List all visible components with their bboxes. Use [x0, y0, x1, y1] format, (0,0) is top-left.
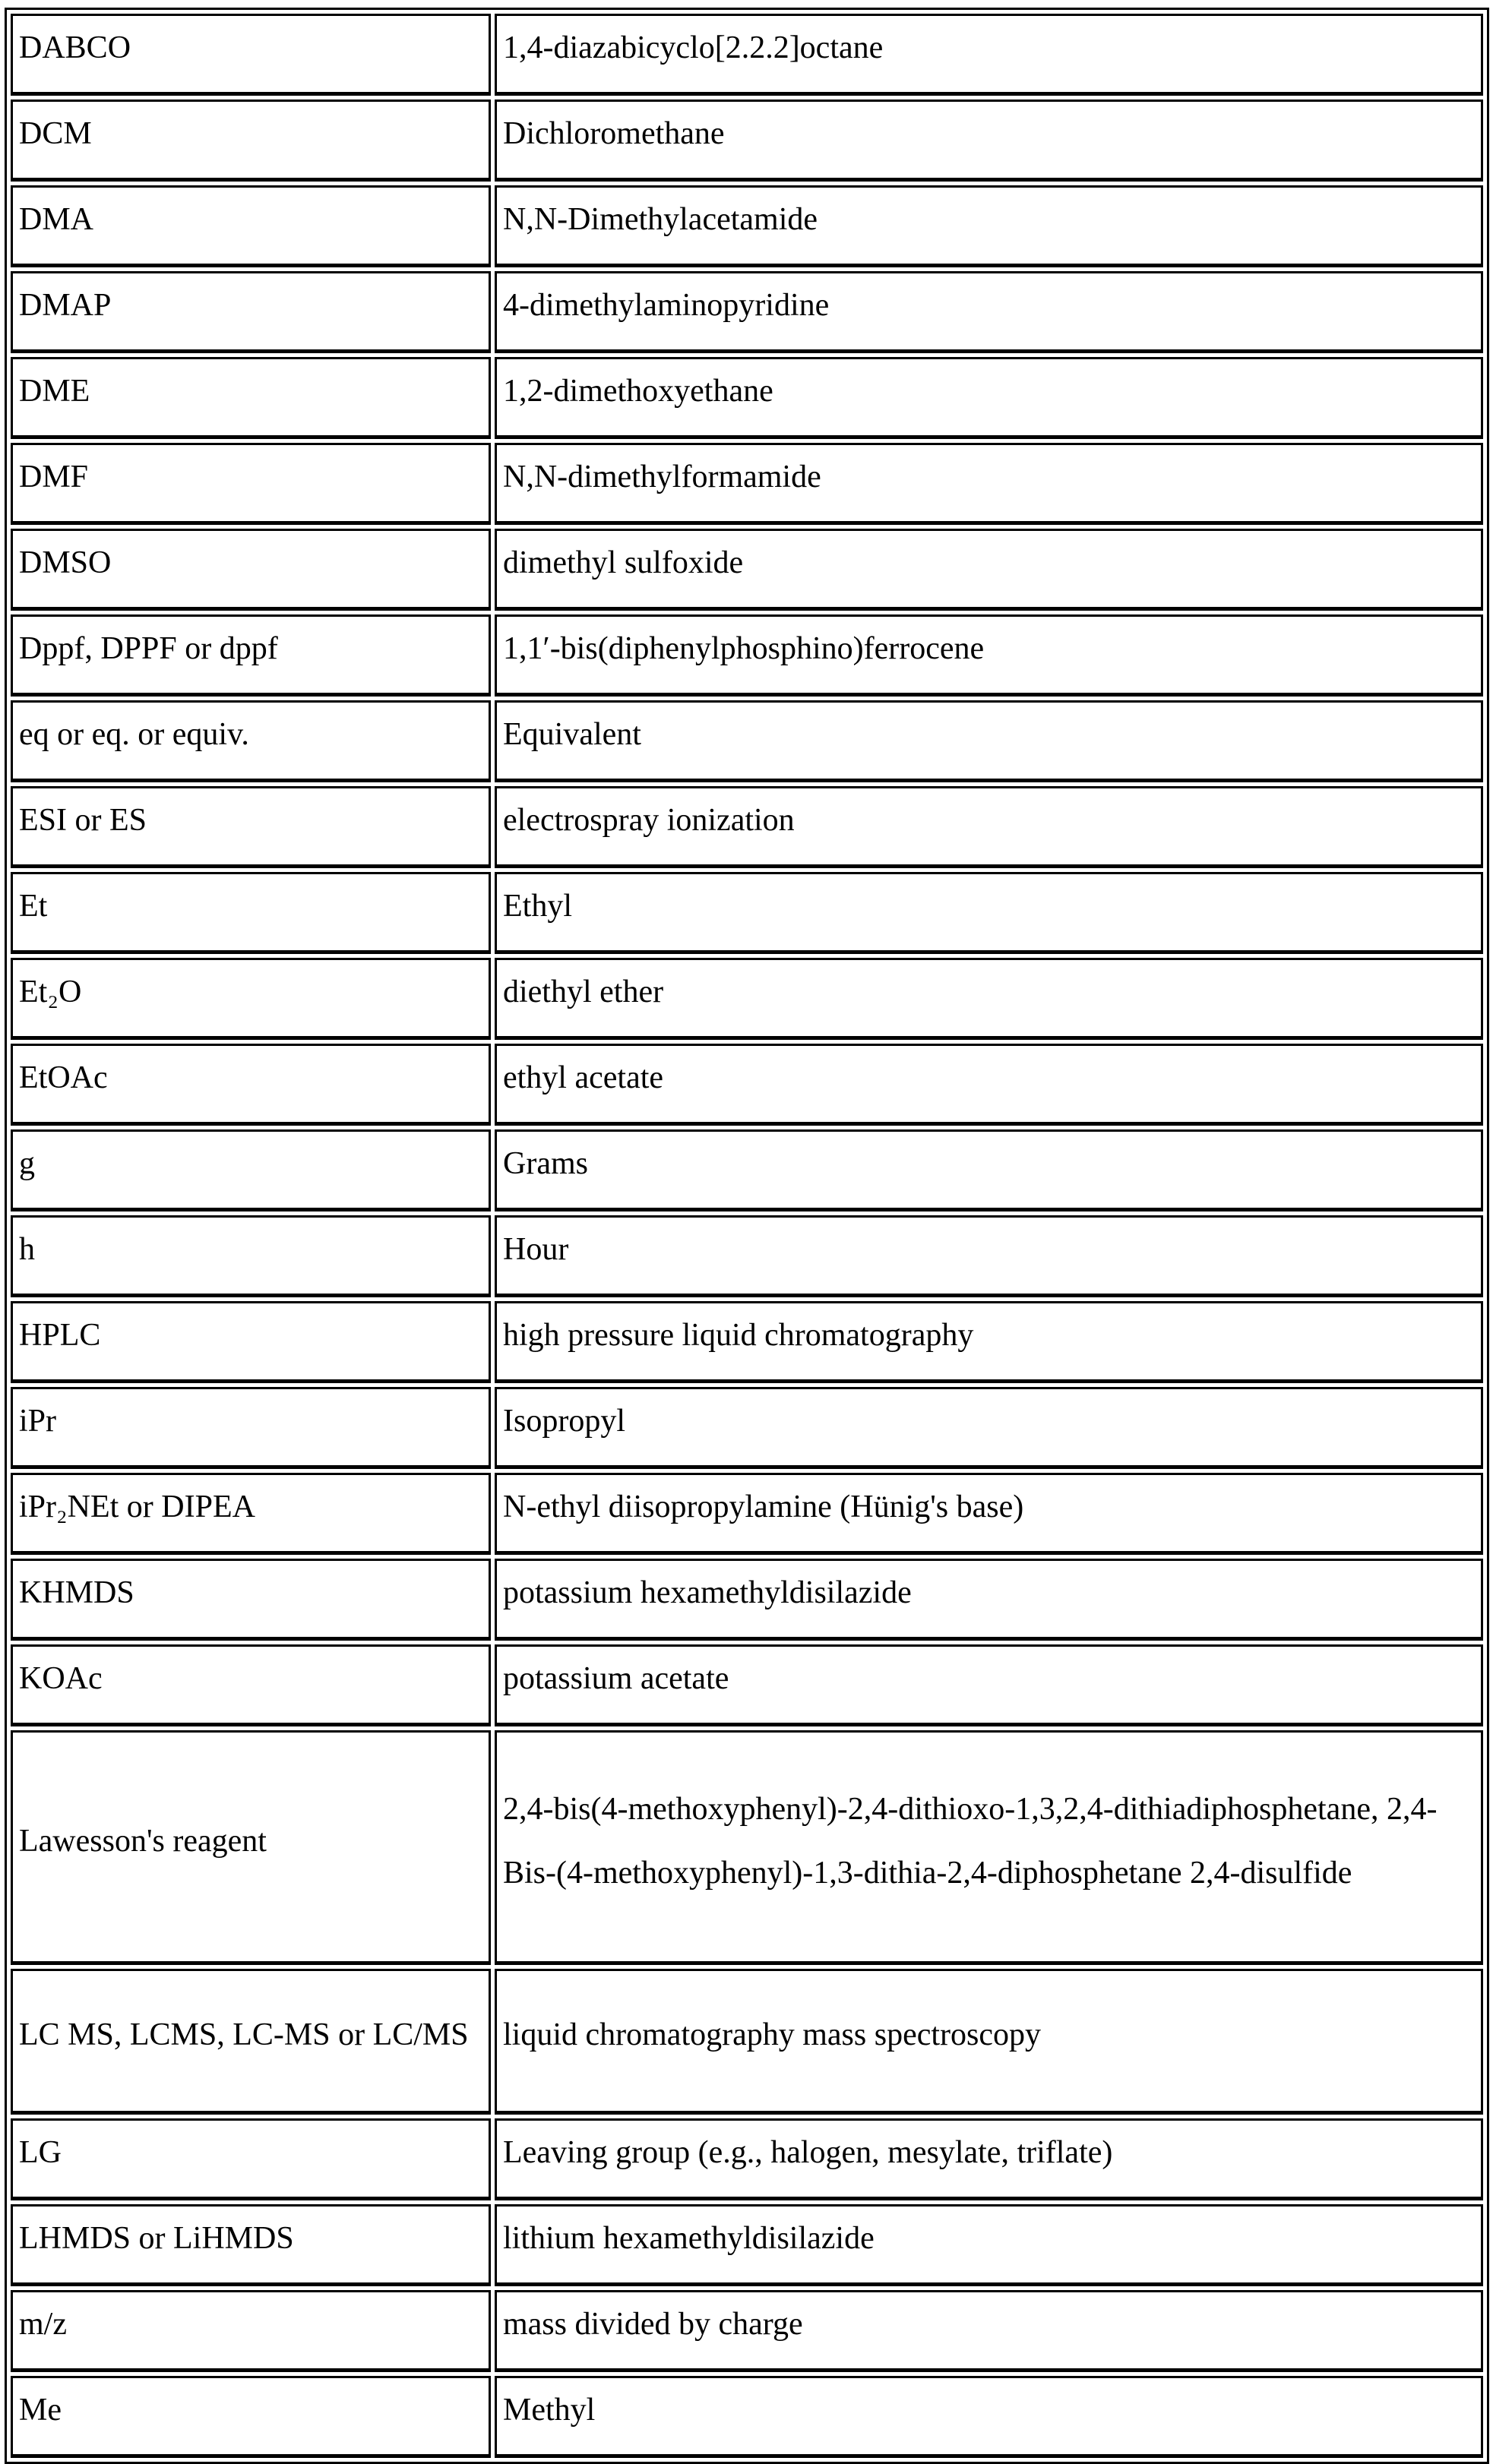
abbreviation-cell: ESI or ES [11, 786, 491, 868]
table-row [11, 2290, 1483, 2372]
table-row [11, 2376, 1483, 2458]
table-row [11, 1129, 1483, 1211]
abbreviation-cell: DMF [11, 443, 491, 525]
table-row [11, 185, 1483, 267]
abbreviation-cell: Dppf, DPPF or dppf [11, 614, 491, 697]
abbreviation-cell: DMSO [11, 529, 491, 611]
table-row [11, 1387, 1483, 1469]
table-row [11, 2118, 1483, 2200]
definition-cell: high pressure liquid chromatography [495, 1301, 1483, 1383]
table-row [11, 1473, 1483, 1555]
table-row [11, 958, 1483, 1040]
definition-cell: N-ethyl diisopropylamine (Hünig's base) [495, 1473, 1483, 1555]
table-row [11, 1301, 1483, 1383]
abbreviation-cell: KOAc [11, 1644, 491, 1726]
abbreviation-cell: KHMDS [11, 1559, 491, 1641]
definition-cell: mass divided by charge [495, 2290, 1483, 2372]
abbreviation-cell: h [11, 1215, 491, 1297]
definition-cell: Leaving group (e.g., halogen, mesylate, triflate) [495, 2118, 1483, 2200]
abbreviation-cell: Me [11, 2376, 491, 2458]
definition-cell: Equivalent [495, 700, 1483, 782]
definition-cell: N,N-Dimethylacetamide [495, 185, 1483, 267]
abbreviation-cell: EtOAc [11, 1044, 491, 1126]
abbreviation-cell: DME [11, 357, 491, 439]
table-row [11, 2204, 1483, 2286]
table-row [11, 786, 1483, 868]
abbreviation-cell: m/z [11, 2290, 491, 2372]
definition-cell: diethyl ether [495, 958, 1483, 1040]
definition-cell: liquid chromatography mass spectroscopy [495, 1969, 1483, 2115]
table-row [11, 100, 1483, 182]
definition-cell: Grams [495, 1129, 1483, 1211]
table-row [11, 271, 1483, 353]
abbreviation-cell: Lawesson's reagent [11, 1730, 491, 1965]
definition-cell: Hour [495, 1215, 1483, 1297]
definition-cell: 2,4-bis(4-methoxyphenyl)-2,4-dithioxo-1,3,2,4-dithiadiphosphetane, 2,4-Bis-(4-methoxyphenyl)-1,3-dithia-2,4-diphosphetane 2,4-disulfide [495, 1730, 1483, 1965]
table-row [11, 529, 1483, 611]
abbreviations-table-body [11, 14, 1483, 2458]
definition-cell: potassium acetate [495, 1644, 1483, 1726]
table-row [11, 1215, 1483, 1297]
abbreviation-cell: DMA [11, 185, 491, 267]
definition-cell: ethyl acetate [495, 1044, 1483, 1126]
abbreviation-cell: eq or eq. or equiv. [11, 700, 491, 782]
table-row [11, 614, 1483, 697]
definition-cell: 1,1′-bis(diphenylphosphino)ferrocene [495, 614, 1483, 697]
definition-cell: N,N-dimethylformamide [495, 443, 1483, 525]
abbreviation-cell: Et₂O [11, 958, 491, 1040]
definition-cell: electrospray ionization [495, 786, 1483, 868]
abbreviation-cell: Et [11, 872, 491, 954]
table-row [11, 1044, 1483, 1126]
table-row [11, 1644, 1483, 1726]
definition-cell: 1,2-dimethoxyethane [495, 357, 1483, 439]
definition-cell: Ethyl [495, 872, 1483, 954]
table-row [11, 14, 1483, 96]
table-row [11, 1969, 1483, 2115]
abbreviation-cell: iPr₂NEt or DIPEA [11, 1473, 491, 1555]
definition-cell: Dichloromethane [495, 100, 1483, 182]
abbreviation-cell: LHMDS or LiHMDS [11, 2204, 491, 2286]
definition-cell: dimethyl sulfoxide [495, 529, 1483, 611]
abbreviation-cell: DCM [11, 100, 491, 182]
abbreviation-cell: DMAP [11, 271, 491, 353]
table-row [11, 1730, 1483, 1965]
definition-cell: 1,4-diazabicyclo[2.2.2]octane [495, 14, 1483, 96]
definition-cell: Isopropyl [495, 1387, 1483, 1469]
abbreviations-table [5, 8, 1489, 2464]
abbreviation-cell: DABCO [11, 14, 491, 96]
table-row [11, 872, 1483, 954]
abbreviation-cell: LG [11, 2118, 491, 2200]
definition-cell: Methyl [495, 2376, 1483, 2458]
definition-cell: lithium hexamethyldisilazide [495, 2204, 1483, 2286]
abbreviation-cell: iPr [11, 1387, 491, 1469]
table-row [11, 443, 1483, 525]
definition-cell: potassium hexamethyldisilazide [495, 1559, 1483, 1641]
abbreviation-cell: g [11, 1129, 491, 1211]
table-row [11, 357, 1483, 439]
definition-cell: 4-dimethylaminopyridine [495, 271, 1483, 353]
abbreviation-cell: HPLC [11, 1301, 491, 1383]
table-row [11, 700, 1483, 782]
abbreviation-cell: LC MS, LCMS, LC-MS or LC/MS [11, 1969, 491, 2115]
table-row [11, 1559, 1483, 1641]
